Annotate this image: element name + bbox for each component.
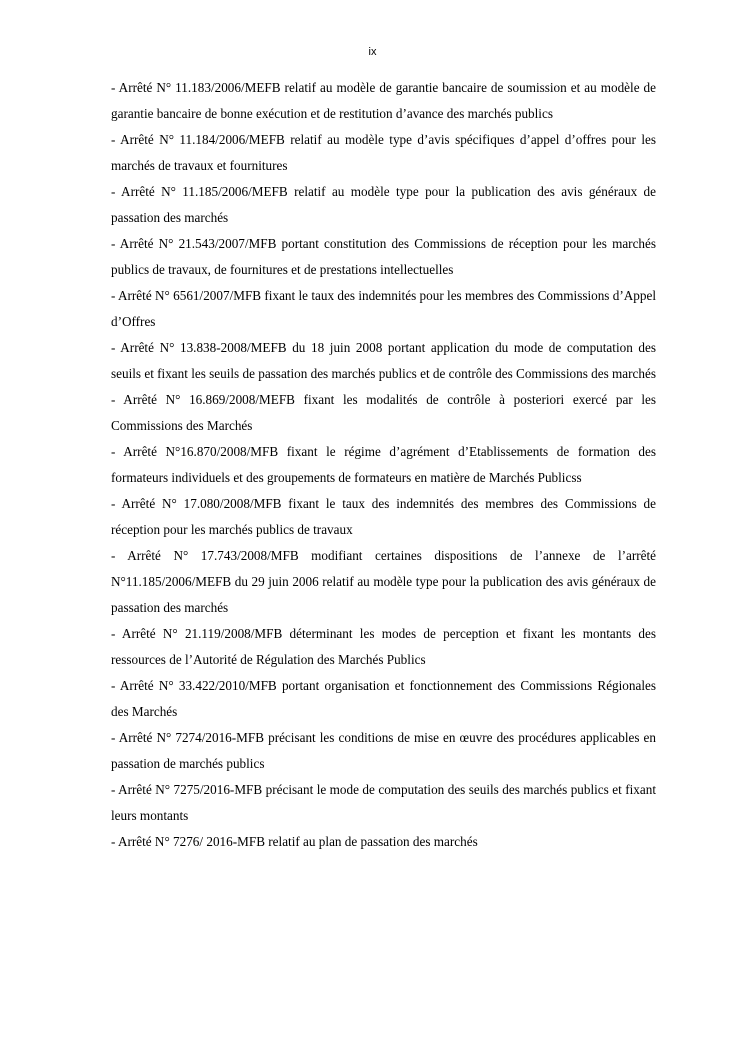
decree-entry: - Arrêté N° 11.183/2006/MEFB relatif au modèle de garantie bancaire de soumission et au modèle de garantie bancaire de bonne exécution et de restitution d’avance des marchés publics	[111, 80, 656, 121]
decree-entry: - Arrêté N° 21.543/2007/MFB portant constitution des Commissions de réception pour les marchés publics de travaux, de fournitures et de prestations intellectuelles	[111, 236, 656, 277]
decree-entry: - Arrêté N° 16.869/2008/MEFB fixant les modalités de contrôle à posteriori exercé par les Commissions des Marchés	[111, 392, 656, 433]
decree-entry: - Arrêté N°16.870/2008/MFB fixant le régime d’agrément d’Etablissements de formation des formateurs individuels et des groupements de formateurs en matière de Marchés Publicss	[111, 444, 656, 485]
decree-entry: - Arrêté N° 13.838-2008/MEFB du 18 juin 2008 portant application du mode de computation des seuils et fixant les seuils de passation des marchés publics et de contrôle des Commissions des marchés	[111, 340, 656, 381]
decree-entry: - Arrêté N° 17.743/2008/MFB modifiant certaines dispositions de l’annexe de l’arrêté N°11.185/2006/MEFB du 29 juin 2006 relatif au modèle type pour la publication des avis généraux de passation des marchés	[111, 548, 656, 615]
decree-list	[111, 75, 656, 855]
page-number: ix	[368, 46, 377, 58]
decree-entry: - Arrêté N° 6561/2007/MFB fixant le taux des indemnités pour les membres des Commissions d’Appel d’Offres	[111, 288, 656, 329]
decree-entry: - Arrêté N° 11.184/2006/MEFB relatif au modèle type d’avis spécifiques d’appel d’offres pour les marchés de travaux et fournitures	[111, 132, 656, 173]
decree-entry: - Arrêté N° 7275/2016-MFB précisant le mode de computation des seuils des marchés publics et fixant leurs montants	[111, 782, 656, 823]
decree-entry: - Arrêté N° 17.080/2008/MFB fixant le taux des indemnités des membres des Commissions de réception pour les marchés publics de travaux	[111, 496, 656, 537]
decree-entry: - Arrêté N° 7276/ 2016-MFB relatif au plan de passation des marchés	[111, 834, 478, 849]
decree-entry: - Arrêté N° 7274/2016-MFB précisant les conditions de mise en œuvre des procédures applicables en passation de marchés publics	[111, 730, 656, 771]
decree-entry: - Arrêté N° 33.422/2010/MFB portant organisation et fonctionnement des Commissions Régionales des Marchés	[111, 678, 656, 719]
decree-entry: - Arrêté N° 21.119/2008/MFB déterminant les modes de perception et fixant les montants des ressources de l’Autorité de Régulation des Marchés Publics	[111, 626, 656, 667]
decree-entry: - Arrêté N° 11.185/2006/MEFB relatif au modèle type pour la publication des avis généraux de passation des marchés	[111, 184, 656, 225]
